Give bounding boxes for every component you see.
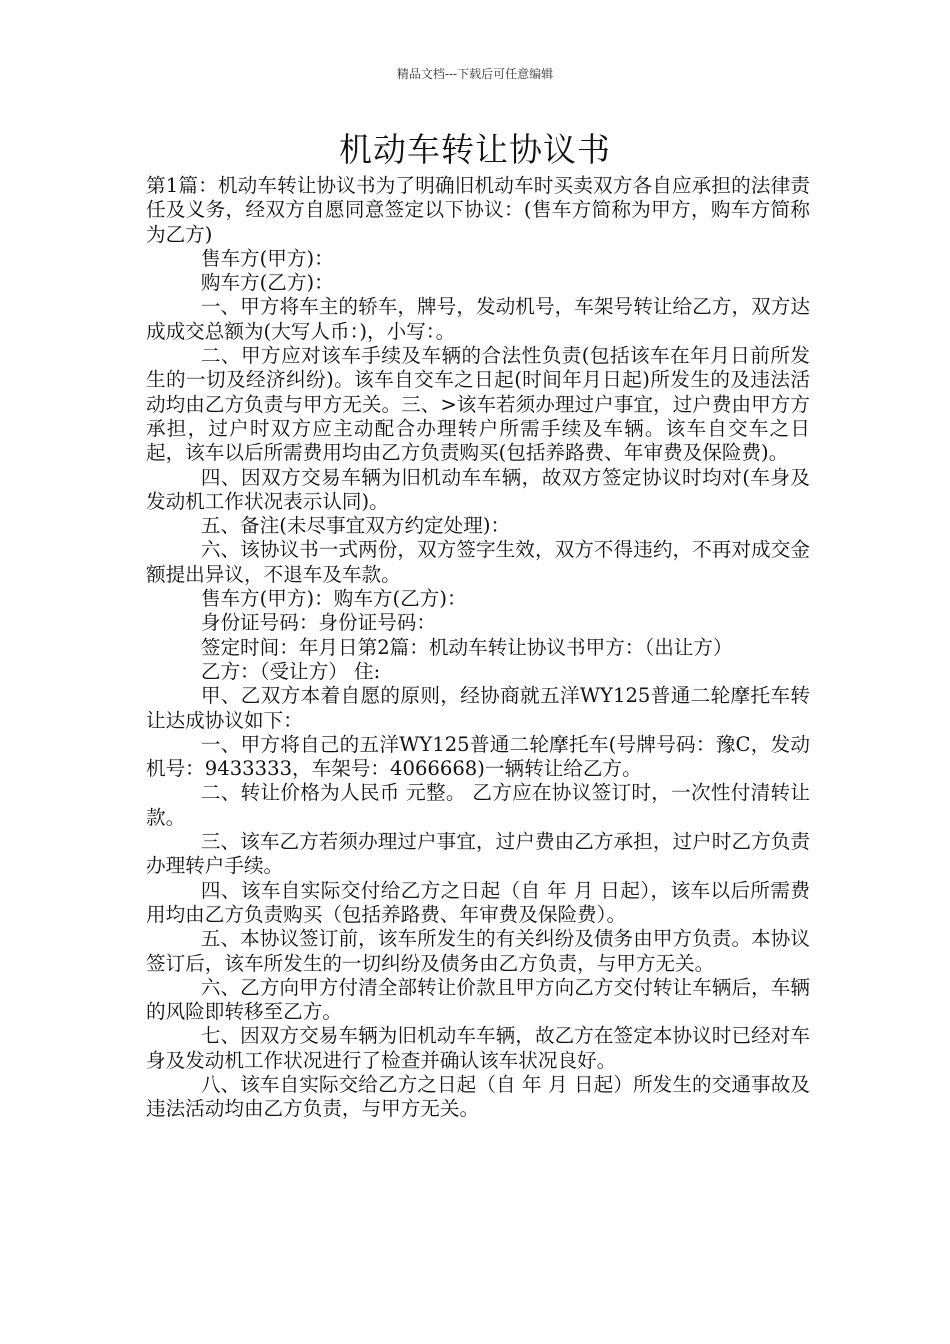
paragraph: 身份证号码：身份证号码： bbox=[200, 611, 436, 635]
paragraph: 购车方(乙方)： bbox=[200, 271, 334, 295]
paragraph: 第1篇：机动车转让协议书为了明确旧机动车时买卖双方各自应承担的法律责任及义务，经双方自愿同意签定以下协议：(售车方简称为甲方，购车方简称为乙方) bbox=[146, 174, 810, 246]
paragraph: 售车方(甲方)：购车方(乙方)： bbox=[200, 587, 467, 611]
paragraph: 六、乙方向甲方付清全部转让价款且甲方向乙方交付转让车辆后，车辆的风险即转移至乙方。 bbox=[146, 975, 810, 1024]
paragraph: 六、该协议书一式两份，双方签字生效，双方不得违约，不再对成交金额提出异议，不退车及车款。 bbox=[146, 538, 810, 586]
document-body bbox=[146, 174, 810, 1122]
paragraph: 签定时间：年月日第2篇：机动车转让协议书甲方：（出让方） bbox=[200, 635, 733, 659]
paragraph: 五、备注(未尽事宜双方约定处理)： bbox=[200, 514, 511, 538]
paragraph: 五、本协议签订前，该车所发生的有关纠纷及债务由甲方负责。本协议签订后，该车所发生的一切纠纷及债务由乙方负责，与甲方无关。 bbox=[146, 927, 810, 975]
paragraph: 甲、乙双方本着自愿的原则，经协商就五洋WY125普通二轮摩托车转让达成协议如下： bbox=[146, 684, 810, 732]
paragraph: 三、该车乙方若须办理过户事宜，过户费由乙方承担，过户时乙方负责办理转户手续。 bbox=[146, 830, 810, 878]
paragraph: 乙方：（受让方） 住: bbox=[200, 659, 381, 683]
paragraph: 一、甲方将车主的轿车，牌号，发动机号，车架号转让给乙方，双方达成成交总额为(大写人币：)，小写：。 bbox=[146, 295, 810, 343]
paragraph: 四、因双方交易车辆为旧机动车车辆，故双方签定协议时均对(车身及发动机工作状况表示认同)。 bbox=[146, 465, 810, 513]
paragraph: 四、该车自实际交付给乙方之日起（自 年 月 日起），该车以后所需费用均由乙方负责购买（包括养路费、年审费及保险费）。 bbox=[146, 878, 810, 926]
paragraph: 一、甲方将自己的五洋WY125普通二轮摩托车(号牌号码：豫C，发动机号：9433333，车架号：4066668)一辆转让给乙方。 bbox=[146, 732, 810, 781]
document-title: 机动车转让协议书 bbox=[339, 130, 611, 169]
paragraph: 二、甲方应对该车手续及车辆的合法性负责(包括该车在年月日前所发生的一切及经济纠纷)。该车自交车之日起(时间年月日起)所发生的及违法活动均由乙方负责与甲方无关。三、>该车若须办理过户事宜，过户费由甲方方承担，过户时双方应主动配合办理转户所需手续及车辆。该车自交车之日起，该车以后所需费用均由乙方负责购买(包括养路费、年审费及保险费)。 bbox=[146, 344, 810, 465]
paragraph: 七、因双方交易车辆为旧机动车车辆，故乙方在签定本协议时已经对车身及发动机工作状况进行了检查并确认该车状况良好。 bbox=[146, 1024, 810, 1072]
paragraph: 八、该车自实际交给乙方之日起（自 年 月 日起）所发生的交通事故及违法活动均由乙方负责，与甲方无关。 bbox=[146, 1072, 810, 1121]
page-header: 精品文档---下载后可任意编辑 bbox=[396, 67, 554, 81]
paragraph: 售车方(甲方)： bbox=[200, 246, 334, 270]
paragraph: 二、转让价格为人民币 元整。 乙方应在协议签订时，一次性付清转让款。 bbox=[146, 781, 810, 829]
